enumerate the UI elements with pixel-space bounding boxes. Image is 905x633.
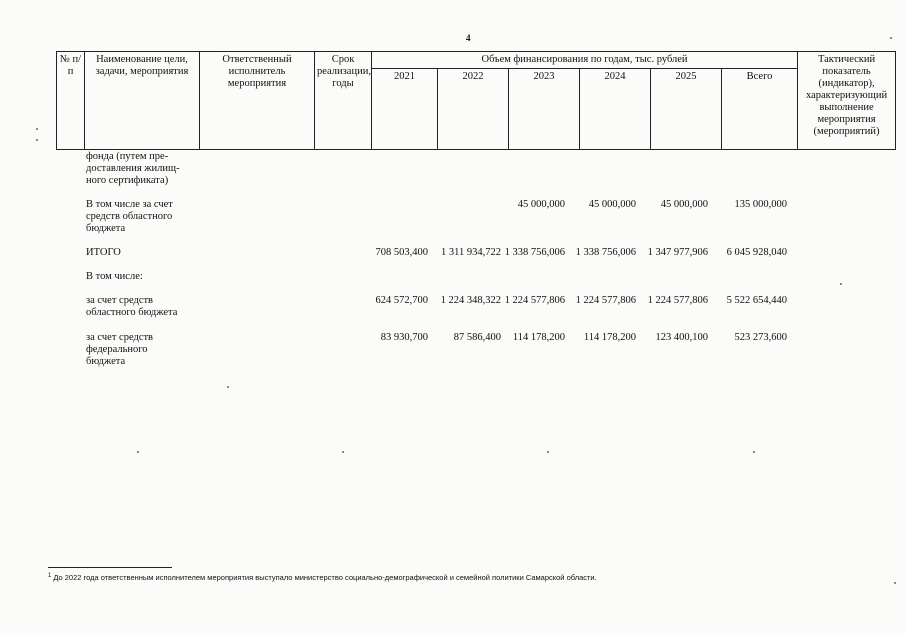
footnote-divider <box>48 567 172 568</box>
scan-speck <box>840 283 842 285</box>
row-label-including: В том числе: <box>86 271 143 282</box>
footnote <box>48 573 597 582</box>
row-value: 1 338 756,006 <box>575 247 636 258</box>
scan-speck <box>890 37 892 39</box>
row-value: 624 572,700 <box>375 295 428 306</box>
row-value: 1 224 577,806 <box>575 295 636 306</box>
header-indicator: Тактический показатель (индикатор), характеризующий выполнение мероприятия (мероприятий) <box>798 52 896 150</box>
row-value-total: 135 000,000 <box>734 199 787 210</box>
row-value: 123 400,100 <box>655 332 708 343</box>
row-label-federal-budget: за счет средств федерального бюджета <box>86 332 154 367</box>
row-value-total: 5 522 654,440 <box>726 295 787 306</box>
row-value: 1 224 577,806 <box>647 295 708 306</box>
page-number: 4 <box>466 33 471 43</box>
header-year-2022: 2022 <box>438 69 509 150</box>
row-value: 1 311 934,722 <box>441 247 501 258</box>
row-value: 1 347 977,906 <box>647 247 708 258</box>
row-label-total: ИТОГО <box>86 247 121 258</box>
header-year-2024: 2024 <box>580 69 651 150</box>
header-year-2025: 2025 <box>651 69 722 150</box>
row-label-regional-budget-share: В том числе за счет средств областного бюджета <box>86 199 173 234</box>
header-no: № п/п <box>57 52 85 150</box>
scan-speck <box>227 386 229 388</box>
scan-speck <box>342 451 344 453</box>
row-label-housing-certificate: фонда (путем пре- доставления жилищ- ного сертификата) <box>86 151 180 186</box>
footnote-mark: 1 <box>48 573 52 579</box>
header-year-2023: 2023 <box>509 69 580 150</box>
row-value: 87 586,400 <box>453 332 501 343</box>
row-label-regional-budget: за счет средств областного бюджета <box>86 295 178 318</box>
scan-speck <box>36 128 38 130</box>
row-value: 1 224 348,322 <box>440 295 501 306</box>
row-value: 83 930,700 <box>380 332 428 343</box>
row-value: 45 000,000 <box>588 199 636 210</box>
scan-speck <box>894 582 896 584</box>
header-term: Срок реализации, годы <box>315 52 372 150</box>
scan-speck <box>36 139 38 141</box>
header-funding: Объем финансирования по годам, тыс. рублей <box>372 52 798 69</box>
row-value-total: 523 273,600 <box>734 332 787 343</box>
footnote-text: До 2022 года ответственным исполнителем мероприятия выступало министерство социально-демографической и семейной политики Самарской области. <box>53 573 597 582</box>
header-year-2021: 2021 <box>372 69 438 150</box>
header-total: Всего <box>722 69 798 150</box>
row-value: 708 503,400 <box>375 247 428 258</box>
row-value: 1 338 756,006 <box>504 247 565 258</box>
row-value: 45 000,000 <box>517 199 565 210</box>
row-value: 45 000,000 <box>660 199 708 210</box>
header-name: Наименование цели, задачи, мероприятия <box>85 52 200 150</box>
scan-speck <box>753 451 755 453</box>
scan-speck <box>137 451 139 453</box>
scan-speck <box>547 451 549 453</box>
header-responsible: Ответственный исполнитель мероприятия <box>200 52 315 150</box>
row-value-total: 6 045 928,040 <box>726 247 787 258</box>
row-value: 114 178,200 <box>512 332 565 343</box>
row-value: 114 178,200 <box>583 332 636 343</box>
row-value: 1 224 577,806 <box>504 295 565 306</box>
